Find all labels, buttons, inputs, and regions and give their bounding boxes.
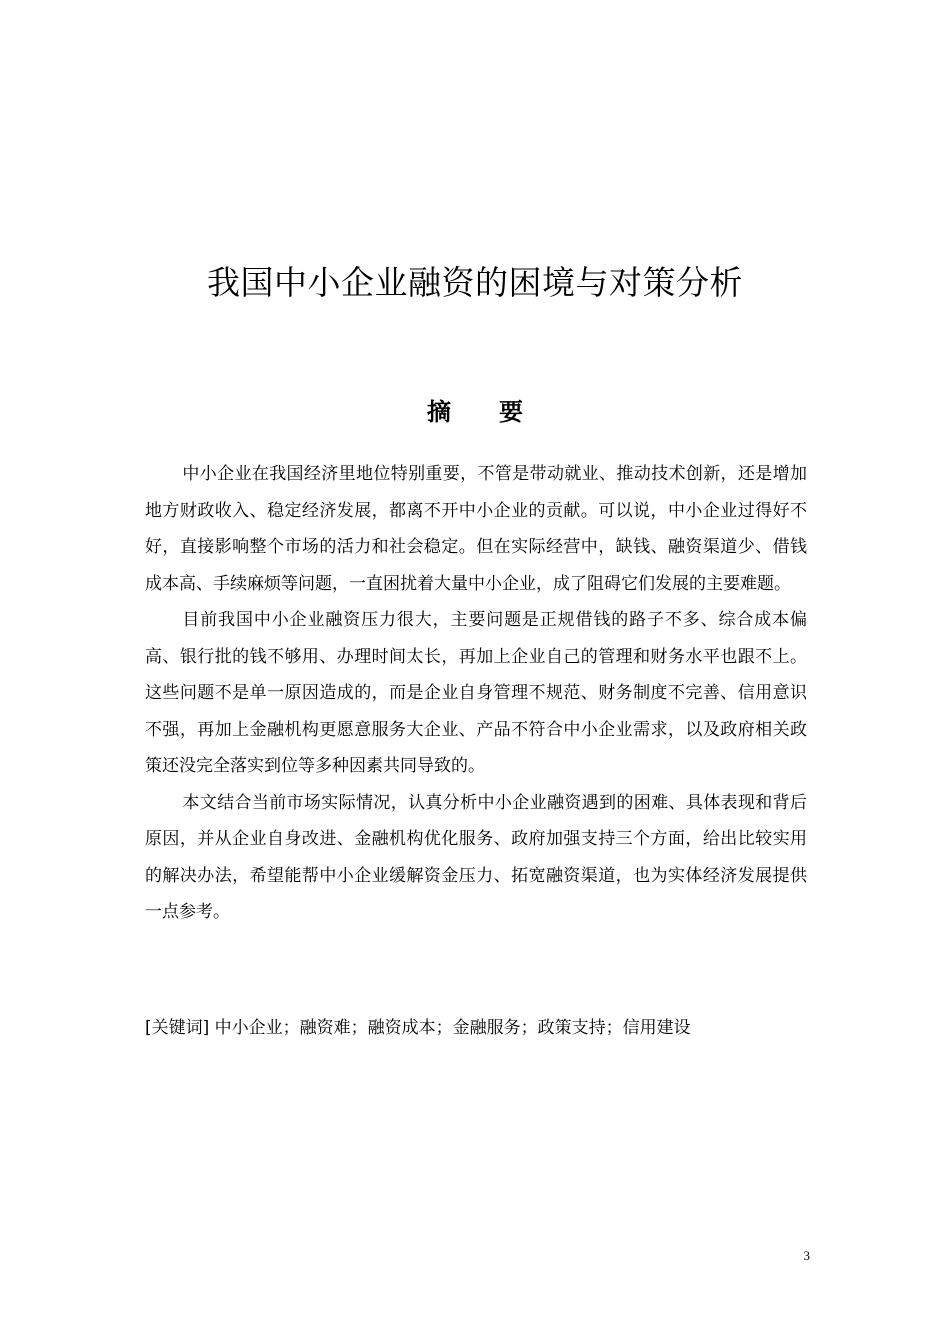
- abstract-paragraph-1: 中小企业在我国经济里地位特别重要，不管是带动就业、推动技术创新，还是增加地方财政收入、稳定经济发展，都离不开中小企业的贡献。可以说，中小企业过得好不好，直接影响整个市场的活力和社会稳定。但在实际经营中，缺钱、融资渠道少、借钱成本高、手续麻烦等问题，一直困扰着大量中小企业，成了阻碍它们发展的主要难题。: [145, 464, 807, 594]
- keywords-list: 中小企业；融资难；融资成本；金融服务；政策支持；信用建设: [209, 1018, 691, 1038]
- abstract-heading: [0, 392, 950, 432]
- page-title: 我国中小企业融资的困境与对策分析: [207, 263, 743, 302]
- abstract-body: [145, 456, 807, 931]
- page-number: 3: [803, 1248, 810, 1263]
- abstract-paragraph-3: 本文结合当前市场实际情况，认真分析中小企业融资遇到的困难、具体表现和背后原因，并从企业自身改进、金融机构优化服务、政府加强支持三个方面，给出比较实用的解决办法，希望能帮中小企业缓解资金压力、拓宽融资渠道，也为实体经济发展提供一点参考。: [145, 792, 807, 922]
- abstract-paragraph-2: 目前我国中小企业融资压力很大，主要问题是正规借钱的路子不多、综合成本偏高、银行批的钱不够用、办理时间太长，再加上企业自己的管理和财务水平也跟不上。这些问题不是单一原因造成的，而是企业自身管理不规范、财务制度不完善、信用意识不强，再加上金融机构更愿意服务大企业、产品不符合中小企业需求，以及政府相关政策还没完全落实到位等多种因素共同导致的。: [145, 610, 807, 776]
- abstract-heading-char-2: 要: [499, 398, 523, 426]
- keywords-label: [关键词]: [145, 1018, 210, 1038]
- abstract-heading-char-1: 摘: [427, 398, 451, 426]
- keywords-line: [145, 1010, 807, 1046]
